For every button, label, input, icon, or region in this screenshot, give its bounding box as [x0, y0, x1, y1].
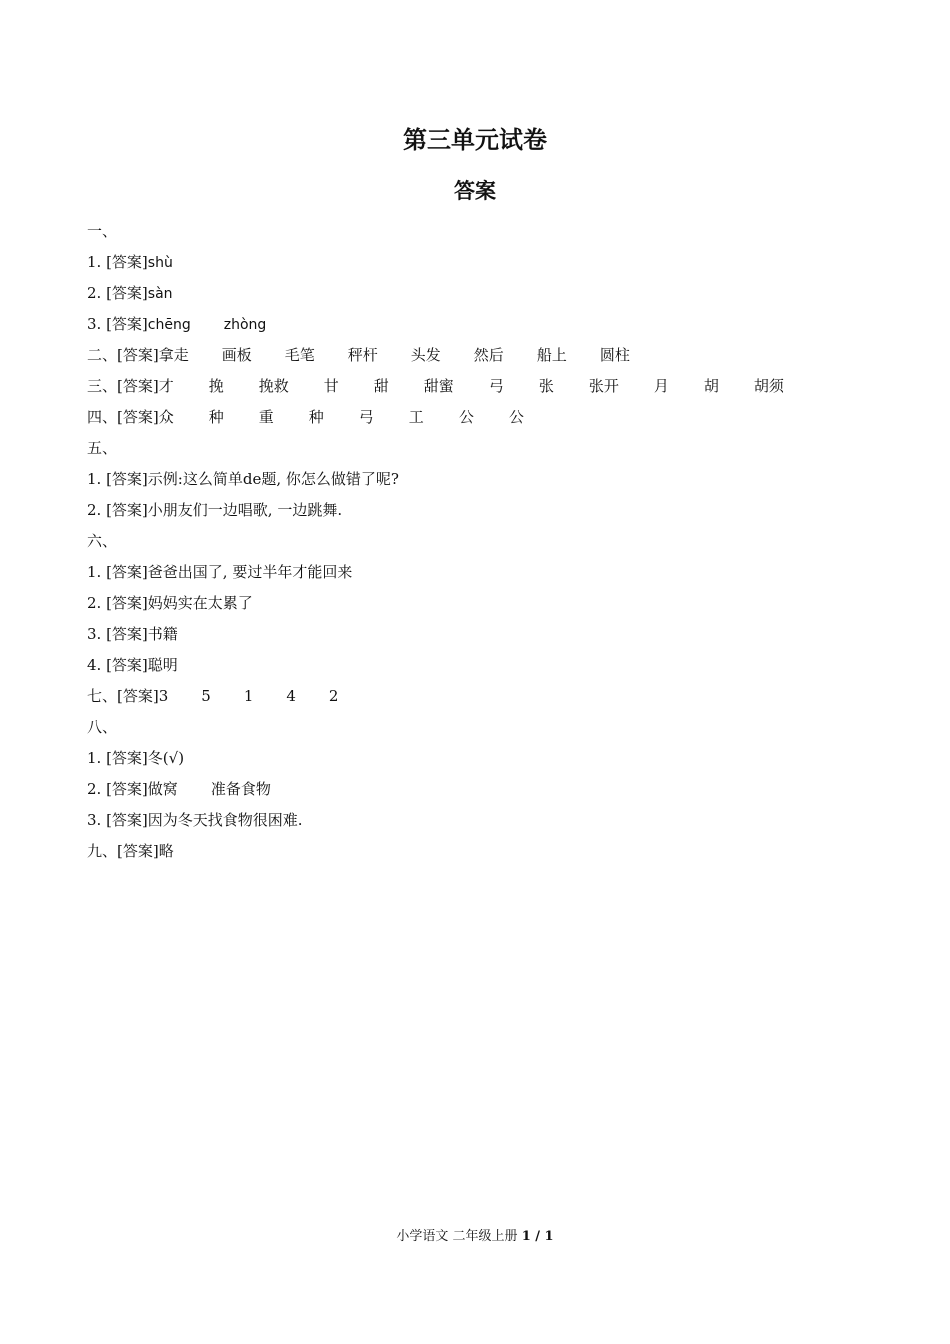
section-1-heading: 一、	[87, 222, 118, 240]
answer-word: 挽	[208, 377, 224, 395]
answer-word: 做窝	[147, 780, 178, 798]
section-label: 七、[答案]	[87, 687, 159, 705]
answer-word: 挽救	[258, 377, 289, 395]
section-label: 二、[答案]	[87, 346, 159, 364]
word-row	[159, 346, 630, 364]
section-6-item-1: 1. [答案]爸爸出国了, 要过半年才能回来	[87, 563, 353, 581]
section-5-heading: 五、	[87, 439, 118, 457]
section-5-item-1: 1. [答案]示例:这么简单de题, 你怎么做错了呢?	[87, 470, 399, 488]
page-title: 第三单元试卷	[403, 126, 547, 154]
section-8-item-1: 1. [答案]冬(√)	[87, 749, 185, 767]
answer-word: 公	[508, 408, 524, 426]
answer-word: 甜蜜	[423, 377, 454, 395]
section-label: 四、[答案]	[87, 408, 159, 426]
answer-word: 种	[308, 408, 324, 426]
pinyin-answer: shù	[147, 255, 173, 271]
section-8-heading: 八、	[87, 718, 118, 736]
answer-word: 4	[286, 687, 296, 705]
page-subtitle: 答案	[454, 179, 496, 203]
answer-word: 1	[243, 687, 254, 705]
section-1-item-1	[87, 247, 887, 278]
footer-text: 小学语文 二年级上册	[396, 1229, 518, 1244]
section-6-item-4: 4. [答案]聪明	[87, 656, 178, 674]
answer-word: 公	[458, 408, 474, 426]
answer-word: 2	[328, 687, 339, 705]
answer-word: 5	[201, 687, 211, 705]
section-6-heading: 六、	[87, 532, 118, 550]
answer-word: 弓	[488, 377, 504, 395]
section-3	[87, 371, 887, 402]
answer-word: 月	[653, 377, 669, 395]
word-row	[159, 408, 524, 426]
number-row	[159, 687, 339, 705]
answer-word: 众	[158, 408, 174, 426]
answer-word: 甘	[323, 377, 339, 395]
answer-word: 张开	[588, 377, 619, 395]
answer-word: 胡	[703, 377, 719, 395]
answer-word: 准备食物	[210, 780, 271, 798]
answer-word: 圆柱	[599, 346, 630, 364]
section-5-item-2: 2. [答案]小朋友们一边唱歌, 一边跳舞.	[87, 501, 343, 519]
section-4	[87, 402, 887, 433]
answer-word: 张	[538, 377, 554, 395]
answer-list	[87, 216, 887, 867]
section-6-item-2: 2. [答案]妈妈实在太累了	[87, 594, 253, 612]
page-footer	[0, 1227, 950, 1247]
answer-word: 种	[208, 408, 224, 426]
section-1-item-2	[87, 278, 887, 309]
answer-word: 船上	[536, 346, 567, 364]
section-8-item-2	[87, 774, 887, 805]
page-number: 1 / 1	[521, 1229, 554, 1244]
answer-word: 3	[158, 687, 169, 705]
answer-word: 然后	[473, 346, 504, 364]
section-6-item-3: 3. [答案]书籍	[87, 625, 178, 643]
section-1-item-3	[87, 309, 887, 340]
section-7	[87, 681, 887, 712]
section-2	[87, 340, 887, 371]
answer-word: 重	[258, 408, 274, 426]
item-label: 2. [答案]	[87, 780, 148, 798]
pinyin-answer: sàn	[147, 286, 173, 302]
item-label: 1. [答案]	[87, 253, 148, 271]
word-row	[148, 780, 271, 798]
section-9: 九、[答案]略	[87, 842, 174, 860]
answer-word: 画板	[221, 346, 252, 364]
section-8-item-3: 3. [答案]因为冬天找食物很困难.	[87, 811, 303, 829]
answer-word: 工	[408, 408, 424, 426]
answer-word: 才	[158, 377, 174, 395]
section-label: 三、[答案]	[87, 377, 159, 395]
pinyin-answer: chēng	[147, 317, 191, 333]
answer-word: 头发	[410, 346, 441, 364]
answer-word: 弓	[358, 408, 374, 426]
answer-word: 毛笔	[284, 346, 315, 364]
item-label: 2. [答案]	[87, 284, 148, 302]
answer-word: 甜	[373, 377, 389, 395]
answer-word: 胡须	[753, 377, 784, 395]
answer-word: 拿走	[158, 346, 189, 364]
answer-word: 秤杆	[347, 346, 378, 364]
word-row	[159, 377, 784, 395]
pinyin-answer: zhòng	[223, 317, 267, 333]
item-label: 3. [答案]	[87, 315, 148, 333]
